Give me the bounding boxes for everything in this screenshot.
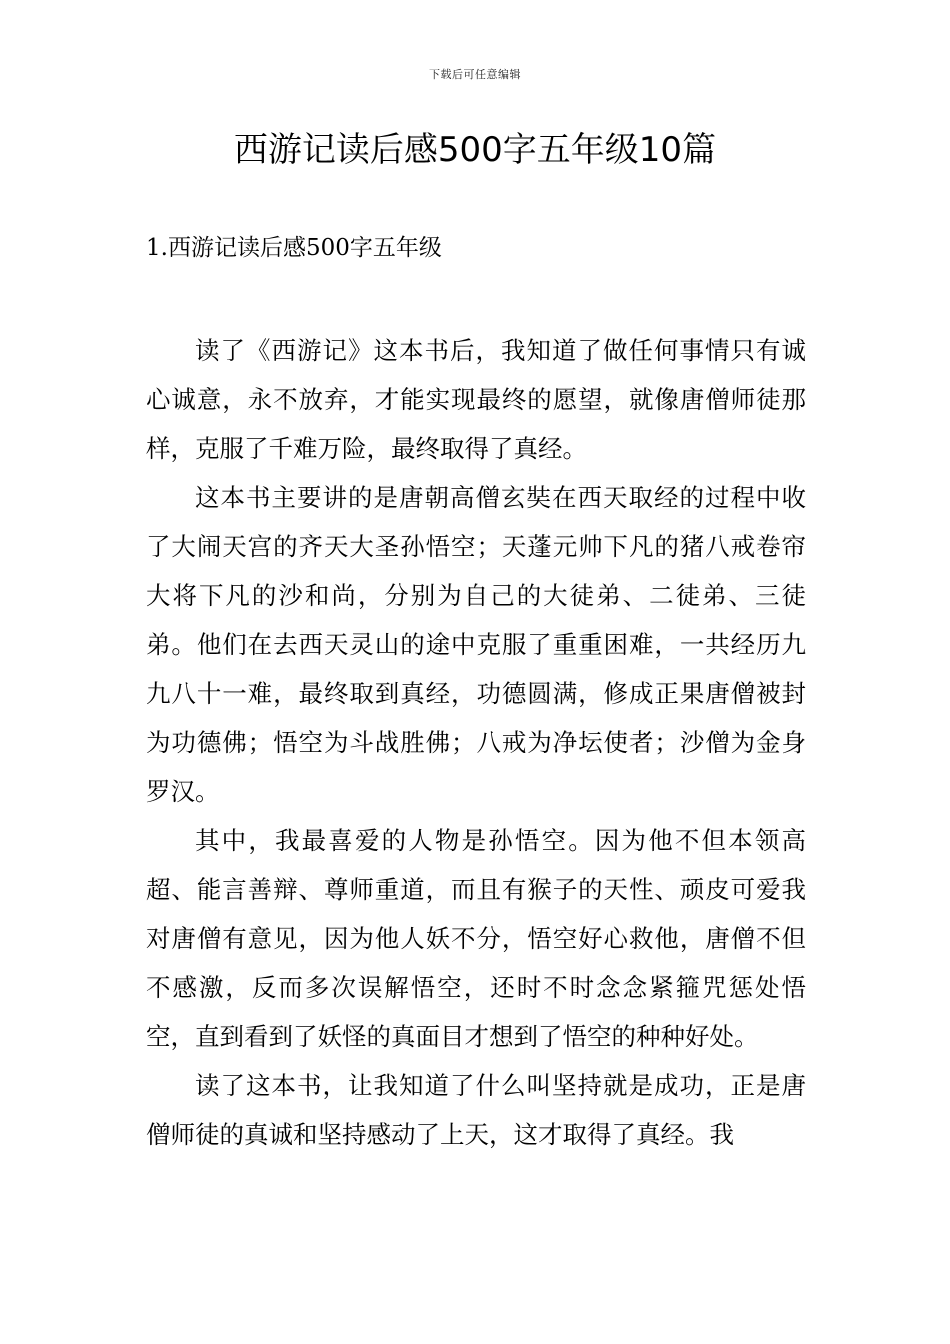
paragraph: 读了这本书，让我知道了什么叫坚持就是成功，正是唐僧师徒的真诚和坚持感动了上天，这才取得了真经。我: [146, 1071, 806, 1149]
paragraph: 这本书主要讲的是唐朝高僧玄奘在西天取经的过程中收了大闹天宫的齐天大圣孙悟空；天蓬元帅下凡的猪八戒卷帘大将下凡的沙和尚，分别为自己的大徒弟、二徒弟、三徒弟。他们在去西天灵山的途中克服了重重困难，一共经历九九八十一难，最终取到真经，功德圆满，修成正果唐僧被封为功德佛；悟空为斗战胜佛；八戒为净坛使者；沙僧为金身罗汉。: [146, 483, 806, 806]
document-body: [146, 326, 806, 1159]
document-title: 西游记读后感500字五年级10篇: [233, 130, 717, 170]
section-heading: 1.西游记读后感500字五年级: [146, 235, 442, 261]
paragraph: 读了《西游记》这本书后，我知道了做任何事情只有诚心诚意，永不放弃，才能实现最终的愿望，就像唐僧师徒那样，克服了千难万险，最终取得了真经。: [146, 336, 806, 463]
header-note: 下载后可任意编辑: [429, 68, 521, 81]
paragraph: 其中，我最喜爱的人物是孙悟空。因为他不但本领高超、能言善辩、尊师重道，而且有猴子的天性、顽皮可爱我对唐僧有意见，因为他人妖不分，悟空好心救他，唐僧不但不感激，反而多次误解悟空，还时不时念念紧箍咒惩处悟空，直到看到了妖怪的真面目才想到了悟空的种种好处。: [146, 826, 806, 1051]
